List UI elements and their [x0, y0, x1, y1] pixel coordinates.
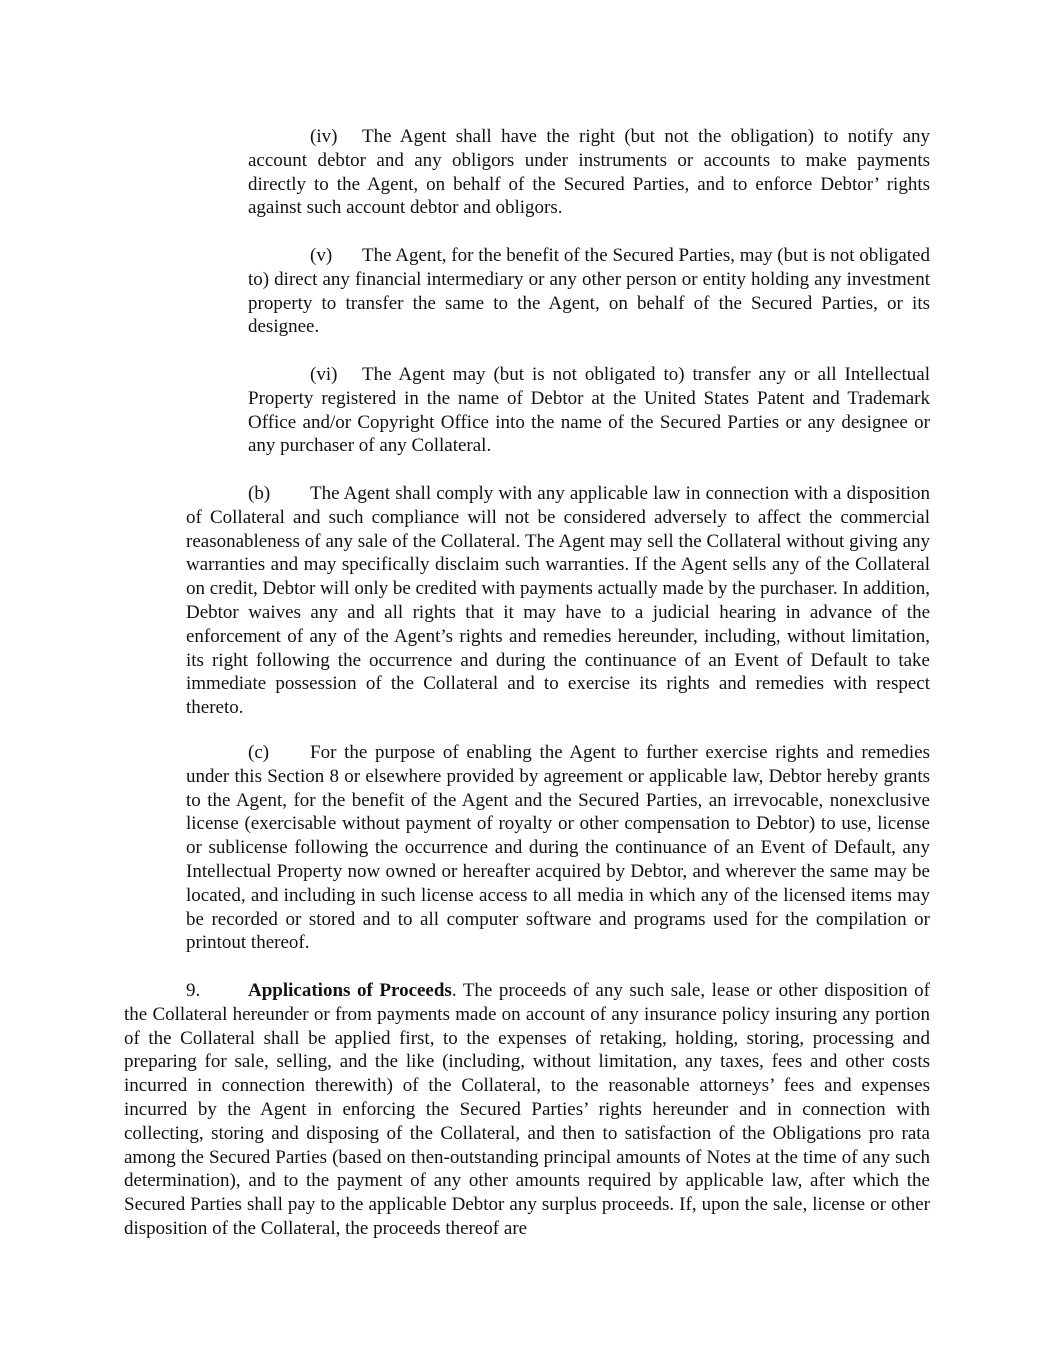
paragraph-iv	[248, 125, 930, 220]
paragraph-label: (c)	[248, 742, 270, 763]
section-9	[124, 979, 930, 1241]
section-text: . The proceeds of any such sale, lease or other disposition of the Collateral hereunder or from payments made on account of any insurance policy insuring any portion of the Collateral shall be applied first, to the expenses of retaking, holding, storing, processing and preparing for sale, selling, and the like (including, without limitation, any taxes, fees and other costs incurred in connection therewith) of the Collateral, to the reasonable attorneys’ fees and expenses incurred by the Agent in enforcing the Secured Parties’ rights hereunder and in connection with collecting, storing and disposing of the Collateral, and then to satisfaction of the Obligations pro rata among the Secured Parties (based on then-outstanding principal amounts of Notes at the time of any such determination), and to the payment of any other amounts required by applicable law, after which the Secured Parties shall pay to the applicable Debtor any surplus proceeds. If, upon the sale, license or other disposition of the Collateral, the proceeds thereof are	[124, 980, 930, 1239]
paragraph-text: The Agent shall have the right (but not the obligation) to notify any account debtor and any obligors under instruments or accounts to make payments directly to the Agent, on behalf of the Secured Parties, and to enforce Debtor’ rights against such account debtor and obligors.	[248, 126, 930, 219]
paragraph-text: The Agent shall comply with any applicable law in connection with a disposition of Collateral and such compliance will not be considered adversely to affect the commercial reasonableness of any sale of the Collateral. The Agent may sell the Collateral without giving any warranties and may specifically disclaim such warranties. If the Agent sells any of the Collateral on credit, Debtor will only be credited with payments actually made by the purchaser. In addition, Debtor waives any and all rights that it may have to a judicial hearing in advance of the enforcement of any of the Agent’s rights and remedies hereunder, including, without limitation, its right following the occurrence and during the continuance of an Event of Default to take immediate possession of the Collateral and to exercise its rights and remedies with respect thereto.	[186, 483, 930, 719]
paragraph-text: The Agent, for the benefit of the Secured Parties, may (but is not obligated to) direct any financial intermediary or any other person or entity holding any investment property to transfer the same to the Agent, on behalf of the Secured Parties, or its designee.	[248, 245, 930, 338]
paragraph-v	[248, 244, 930, 339]
paragraph-vi	[248, 363, 930, 458]
section-number: 9.	[186, 980, 201, 1001]
paragraph-label: (v)	[310, 245, 333, 266]
paragraph-b	[186, 482, 930, 720]
paragraph-label: (b)	[248, 483, 271, 504]
paragraph-label: (vi)	[310, 364, 338, 385]
section-heading: Applications of Proceeds	[248, 980, 452, 1001]
paragraph-text: For the purpose of enabling the Agent to further exercise rights and remedies under this Section 8 or elsewhere provided by agreement or applicable law, Debtor hereby grants to the Agent, for the benefit of the Agent and the Secured Parties, an irrevocable, nonexclusive license (exercisable without payment of royalty or other compensation to Debtor) to use, license or sublicense following the occurrence and during the continuance of an Event of Default, any Intellectual Property now owned or hereafter acquired by Debtor, and wherever the same may be located, and including in such license access to all media in which any of the licensed items may be recorded or stored and to all computer software and programs used for the compilation or printout thereof.	[186, 742, 930, 954]
paragraph-c	[186, 741, 930, 955]
paragraph-label: (iv)	[310, 126, 338, 147]
paragraph-text: The Agent may (but is not obligated to) transfer any or all Intellectual Property registered in the name of Debtor at the United States Patent and Trademark Office and/or Copyright Office into the name of the Secured Parties or any designee or any purchaser of any Collateral.	[248, 364, 930, 457]
